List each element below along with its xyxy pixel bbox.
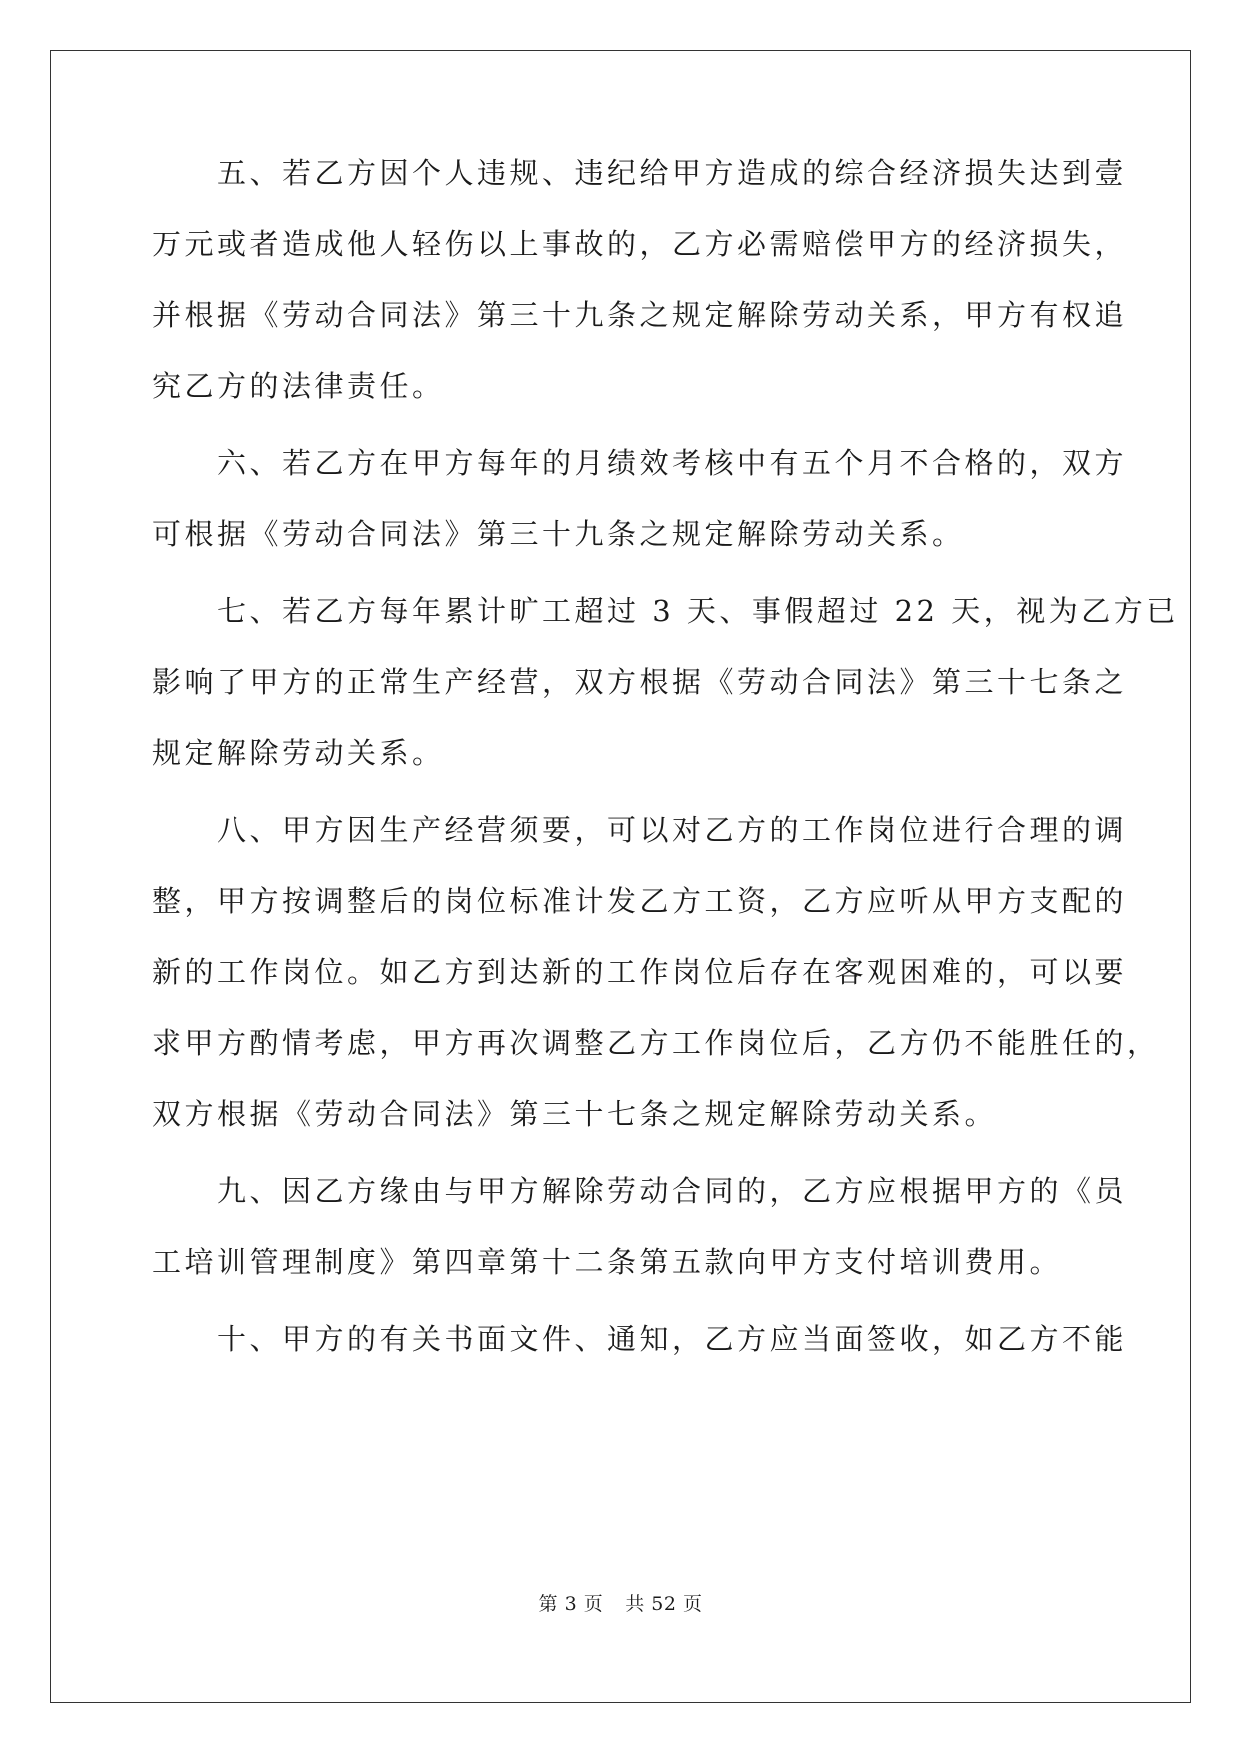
text-line: 十、甲方的有关书面文件、通知，乙方应当面签收，如乙方不能 bbox=[152, 1322, 1128, 1356]
text-line: 万元或者造成他人轻伤以上事故的，乙方必需赔偿甲方的经济损失， bbox=[152, 227, 1128, 261]
text-line: 究乙方的法律责任。 bbox=[152, 369, 445, 403]
current-page-number: 第 3 页 bbox=[538, 1593, 604, 1615]
text-line: 双方根据《劳动合同法》第三十七条之规定解除劳动关系。 bbox=[152, 1097, 998, 1131]
text-line: 九、因乙方缘由与甲方解除劳动合同的，乙方应根据甲方的《员 bbox=[152, 1174, 1128, 1208]
text-line: 新的工作岗位。如乙方到达新的工作岗位后存在客观困难的，可以要 bbox=[152, 955, 1128, 989]
text-line: 并根据《劳动合同法》第三十九条之规定解除劳动关系，甲方有权追 bbox=[152, 298, 1128, 332]
text-line: 工培训管理制度》第四章第十二条第五款向甲方支付培训费用。 bbox=[152, 1245, 1063, 1279]
total-pages: 共 52 页 bbox=[625, 1593, 703, 1615]
text-line: 规定解除劳动关系。 bbox=[152, 736, 445, 770]
text-line: 六、若乙方在甲方每年的月绩效考核中有五个月不合格的，双方 bbox=[152, 446, 1128, 480]
text-line: 七、若乙方每年累计旷工超过 3 天、事假超过 22 天，视为乙方已 bbox=[152, 594, 1179, 628]
page-footer bbox=[0, 1592, 1241, 1616]
text-line: 影响了甲方的正常生产经营，双方根据《劳动合同法》第三十七条之 bbox=[152, 665, 1128, 699]
text-line: 五、若乙方因个人违规、违纪给甲方造成的综合经济损失达到壹 bbox=[152, 156, 1128, 190]
text-line: 求甲方酌情考虑，甲方再次调整乙方工作岗位后，乙方仍不能胜任的， bbox=[152, 1026, 1160, 1060]
text-line: 可根据《劳动合同法》第三十九条之规定解除劳动关系。 bbox=[152, 517, 965, 551]
text-line: 整，甲方按调整后的岗位标准计发乙方工资，乙方应听从甲方支配的 bbox=[152, 884, 1128, 918]
text-line: 八、甲方因生产经营须要，可以对乙方的工作岗位进行合理的调 bbox=[152, 813, 1128, 847]
